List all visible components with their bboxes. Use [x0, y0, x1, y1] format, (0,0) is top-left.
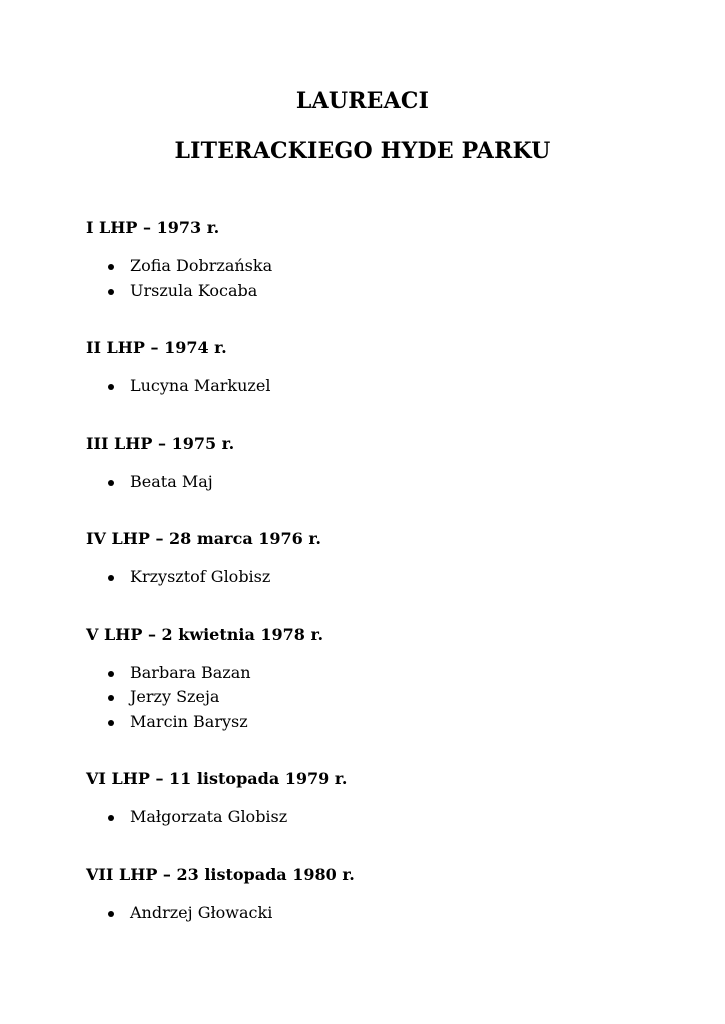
- bullet-icon: [108, 480, 114, 486]
- winners-list: [86, 901, 686, 926]
- winners-list: [86, 470, 686, 495]
- bullet-icon: [108, 289, 114, 295]
- winner-name: Zofia Dobrzańska: [130, 256, 273, 275]
- bullet-icon: [108, 575, 114, 581]
- section-spacer: [86, 399, 686, 433]
- winner-list-item: [86, 470, 686, 495]
- winner-name: Andrzej Głowacki: [130, 902, 273, 922]
- section-spacer: [86, 830, 686, 864]
- section-heading: VII LHP – 23 listopada 1980 r.: [86, 864, 355, 884]
- section-spacer: [86, 590, 686, 624]
- winner-list-item: [86, 374, 686, 399]
- section-edition: [86, 528, 686, 624]
- section-edition: [86, 864, 686, 926]
- bullet-icon: [108, 815, 114, 821]
- winner-list-item: [86, 901, 686, 926]
- winner-list-item: [86, 565, 686, 590]
- bullet-icon: [108, 695, 114, 701]
- winner-name: Krzysztof Globisz: [130, 567, 271, 586]
- section-spacer: [86, 734, 686, 768]
- section-heading: II LHP – 1974 r.: [86, 338, 227, 357]
- winners-list: [86, 254, 686, 303]
- section-heading: IV LHP – 28 marca 1976 r.: [86, 529, 321, 548]
- winner-list-item: [86, 710, 686, 735]
- winner-list-item: [86, 661, 686, 686]
- winner-name: Jerzy Szeja: [130, 687, 220, 706]
- bullet-icon: [108, 671, 114, 677]
- bullet-icon: [108, 911, 114, 917]
- section-spacer: [86, 303, 686, 337]
- section-edition: [86, 217, 686, 337]
- section-heading: I LHP – 1973 r.: [86, 218, 220, 237]
- section-heading: VI LHP – 11 listopada 1979 r.: [86, 769, 348, 788]
- winners-list: [86, 565, 686, 590]
- section-edition: [86, 768, 686, 864]
- winner-list-item: [86, 254, 686, 279]
- document-title-line-1: LAUREACI: [295, 88, 430, 114]
- section-heading: V LHP – 2 kwietnia 1978 r.: [86, 624, 324, 644]
- winner-list-item: [86, 685, 686, 710]
- document-title-line-2: LITERACKIEGO HYDE PARKU: [174, 138, 551, 164]
- winner-name: Urszula Kocaba: [130, 280, 258, 300]
- section-edition: [86, 337, 686, 433]
- section-edition: [86, 433, 686, 529]
- bullet-icon: [108, 720, 114, 726]
- winners-list: [86, 661, 686, 735]
- winners-list: [86, 805, 686, 830]
- bullet-icon: [108, 384, 114, 390]
- winner-name: Marcin Barysz: [130, 711, 248, 731]
- winner-name: Lucyna Markuzel: [130, 376, 271, 395]
- winner-name: Beata Maj: [130, 471, 213, 491]
- laureate-sections: [86, 217, 686, 925]
- section-spacer: [86, 494, 686, 528]
- winner-list-item: [86, 279, 686, 304]
- winner-list-item: [86, 805, 686, 830]
- bullet-icon: [108, 264, 114, 270]
- winner-name: Małgorzata Globisz: [130, 807, 288, 826]
- section-heading: III LHP – 1975 r.: [86, 433, 235, 453]
- winners-list: [86, 374, 686, 399]
- section-edition: [86, 624, 686, 769]
- winner-name: Barbara Bazan: [130, 662, 251, 682]
